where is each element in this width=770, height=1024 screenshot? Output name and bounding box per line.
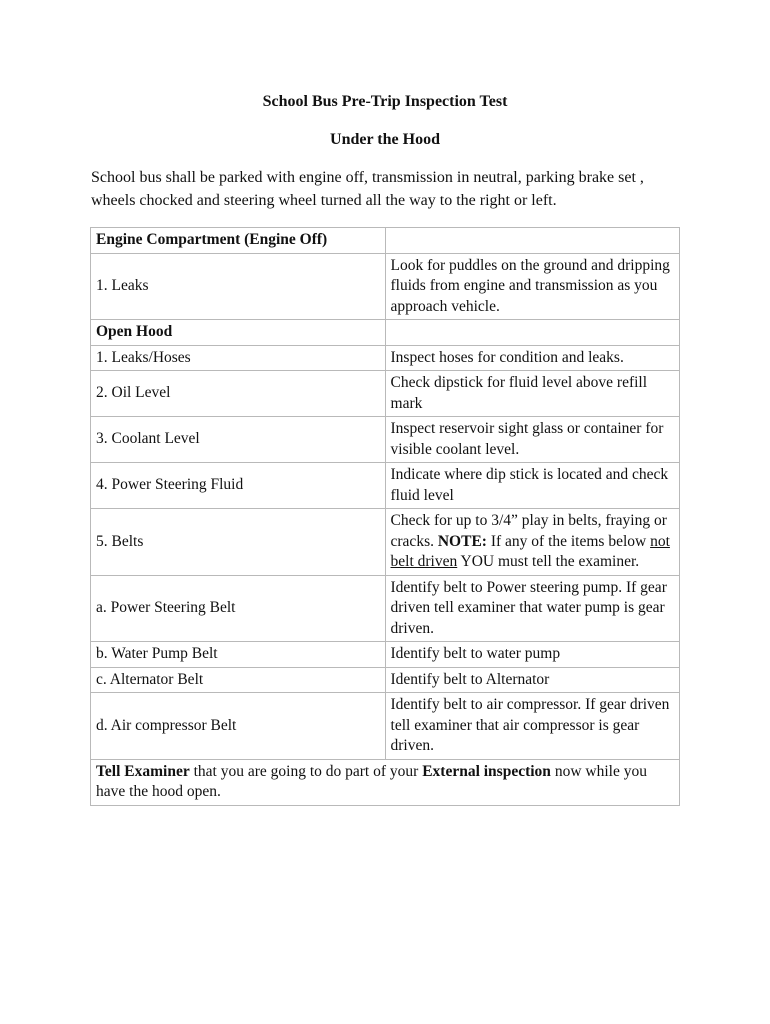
section-title: Under the Hood [330, 131, 440, 148]
empty-cell [385, 320, 679, 346]
table-row [91, 320, 680, 346]
table-row [91, 228, 680, 254]
footer-bold-text: Tell Examiner [96, 762, 190, 780]
table-row [91, 463, 680, 509]
item-description: Indicate where dip stick is located and check fluid level [385, 463, 679, 509]
footer-bold-text: External inspection [422, 762, 551, 780]
item-label: 2. Oil Level [91, 371, 386, 417]
table-row [91, 371, 680, 417]
item-description: Identify belt to water pump [385, 642, 679, 668]
table-row [91, 693, 680, 760]
table-row [91, 417, 680, 463]
item-label: 5. Belts [91, 509, 386, 576]
item-description: Check dipstick for fluid level above refill mark [385, 371, 679, 417]
belts-description [385, 509, 679, 576]
underlined-text: not belt driven [390, 532, 670, 570]
footer-text: that you are going to do part of your [189, 762, 423, 780]
document-title: School Bus Pre-Trip Inspection Test [262, 93, 508, 110]
table-row [91, 509, 680, 576]
table-row [91, 345, 680, 371]
inspection-table [90, 227, 680, 806]
table-row [91, 575, 680, 642]
item-description: Inspect hoses for condition and leaks. [385, 345, 679, 371]
belts-desc-text: YOU must tell the examiner. [457, 553, 640, 570]
table-row [91, 253, 680, 320]
item-description: Identify belt to air compressor. If gear driven tell examiner that air compressor is gear driven. [385, 693, 679, 760]
item-label: 1. Leaks [91, 253, 386, 320]
note-label: NOTE: [437, 532, 487, 550]
item-description: Inspect reservoir sight glass or container for visible coolant level. [385, 417, 679, 463]
table-row [91, 667, 680, 693]
item-description: Identify belt to Alternator [385, 667, 679, 693]
section-header-open-hood: Open Hood [91, 320, 386, 346]
item-label: 4. Power Steering Fluid [91, 463, 386, 509]
item-label: c. Alternator Belt [91, 667, 386, 693]
item-description: Look for puddles on the ground and dripping fluids from engine and transmission as you approach vehicle. [385, 253, 679, 320]
table-row [91, 759, 680, 805]
empty-cell [385, 228, 679, 254]
table-row [91, 642, 680, 668]
footer-note [91, 759, 680, 805]
item-label: b. Water Pump Belt [91, 642, 386, 668]
belts-desc-text: Check for up to 3/4” play in belts, fraying or cracks. [390, 512, 667, 550]
item-label: 1. Leaks/Hoses [91, 345, 386, 371]
item-label: d. Air compressor Belt [91, 693, 386, 760]
item-description: Identify belt to Power steering pump. If gear driven tell examiner that water pump is gear driven. [385, 575, 679, 642]
intro-paragraph: School bus shall be parked with engine off, transmission in neutral, parking brake set , wheels chocked and steering wheel turned all the way to the right or left. [91, 169, 644, 209]
section-header-engine-compartment: Engine Compartment (Engine Off) [91, 228, 386, 254]
item-label: a. Power Steering Belt [91, 575, 386, 642]
item-label: 3. Coolant Level [91, 417, 386, 463]
belts-desc-text: If any of the items below [486, 532, 651, 550]
footer-text: now while you have the hood open. [96, 762, 647, 800]
